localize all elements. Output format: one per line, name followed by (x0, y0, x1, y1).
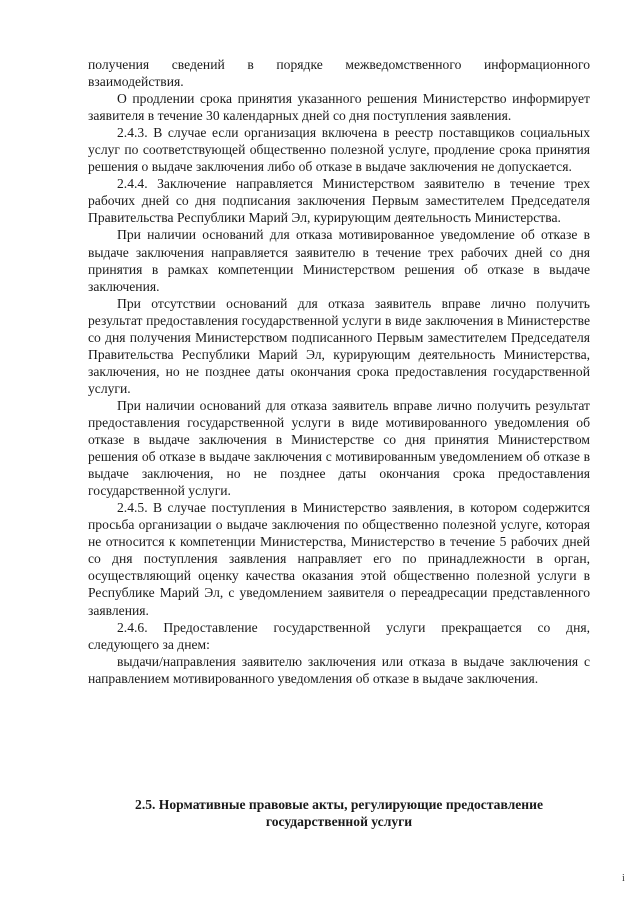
body-text (88, 56, 590, 687)
paragraph-continuation: получения сведений в порядке межведомственного информационного взаимодействия. (88, 57, 590, 90)
paragraph-refusal-receipt: При наличии оснований для отказа заявитель вправе лично получить результат предоставления государственной услуги в виде мотивированного уведомления об отказе в выдаче заключения в Министерстве со дня принятия Министерством решения об отказе в выдаче заключения с мотивированным уведомлением об отказе в выдаче заключения, но не позднее даты окончания срока предоставления государственной услуги. (88, 397, 590, 499)
paragraph-2-4-3: 2.4.3. В случае если организация включена в реестр поставщиков социальных услуг по соответствующей общественно полезной услуге, продление срока принятия решения о выдаче заключения либо об отказе в выдаче заключения не допускается. (88, 125, 590, 175)
paragraph-refusal-notice: При наличии оснований для отказа мотивированное уведомление об отказе в выдаче заключения направляется заявителю в течение трех рабочих дней со дня принятия в рамках компетенции Министерством решения об отказе в выдаче заключения. (88, 227, 590, 294)
paragraph-2-4-5: 2.4.5. В случае поступления в Министерство заявления, в котором содержится просьба организации о выдаче заключения по общественно полезной услуге, которая не относится к компетенции Министерства, Министерство в течение 5 рабочих дней со дня поступления заявления направляет его по принадлежности в орган, осуществляющий оценку качества оказания этой общественно полезной услуги в Республике Марий Эл, с уведомлением заявителя о переадресации представленного заявления. (88, 500, 590, 618)
paragraph-personal-receipt: При отсутствии оснований для отказа заявитель вправе лично получить результат предоставления государственной услуги в виде заключения в Министерстве со дня получения Министерством подписанного Первым заместителем Председателя Правительства Республики Марий Эл, курирующим деятельность Министерства, заключения, но не позднее даты окончания срока предоставления государственной услуги. (88, 295, 590, 396)
paragraph-2-4-6: 2.4.6. Предоставление государственной услуги прекращается со дня, следующего за днем: (88, 619, 590, 652)
section-heading: 2.5. Нормативные правовые акты, регулирующие предоставление государственной услуги (135, 797, 543, 829)
page-mark: i (622, 873, 625, 884)
paragraph-2-4-4: 2.4.4. Заключение направляется Министерством заявителю в течение трех рабочих дней со дня подписания заключения Первым заместителем Председателя Правительства Республики Марий Эл, курирующим деятельность Министерства. (88, 176, 590, 226)
paragraph-termination-item: выдачи/направления заявителю заключения или отказа в выдаче заключения с направлением мотивированного уведомления об отказе в выдаче заключения. (88, 653, 590, 686)
paragraph-extension-notice: О продлении срока принятия указанного решения Министерство информирует заявителя в течение 30 календарных дней со дня поступления заявления. (88, 91, 590, 124)
